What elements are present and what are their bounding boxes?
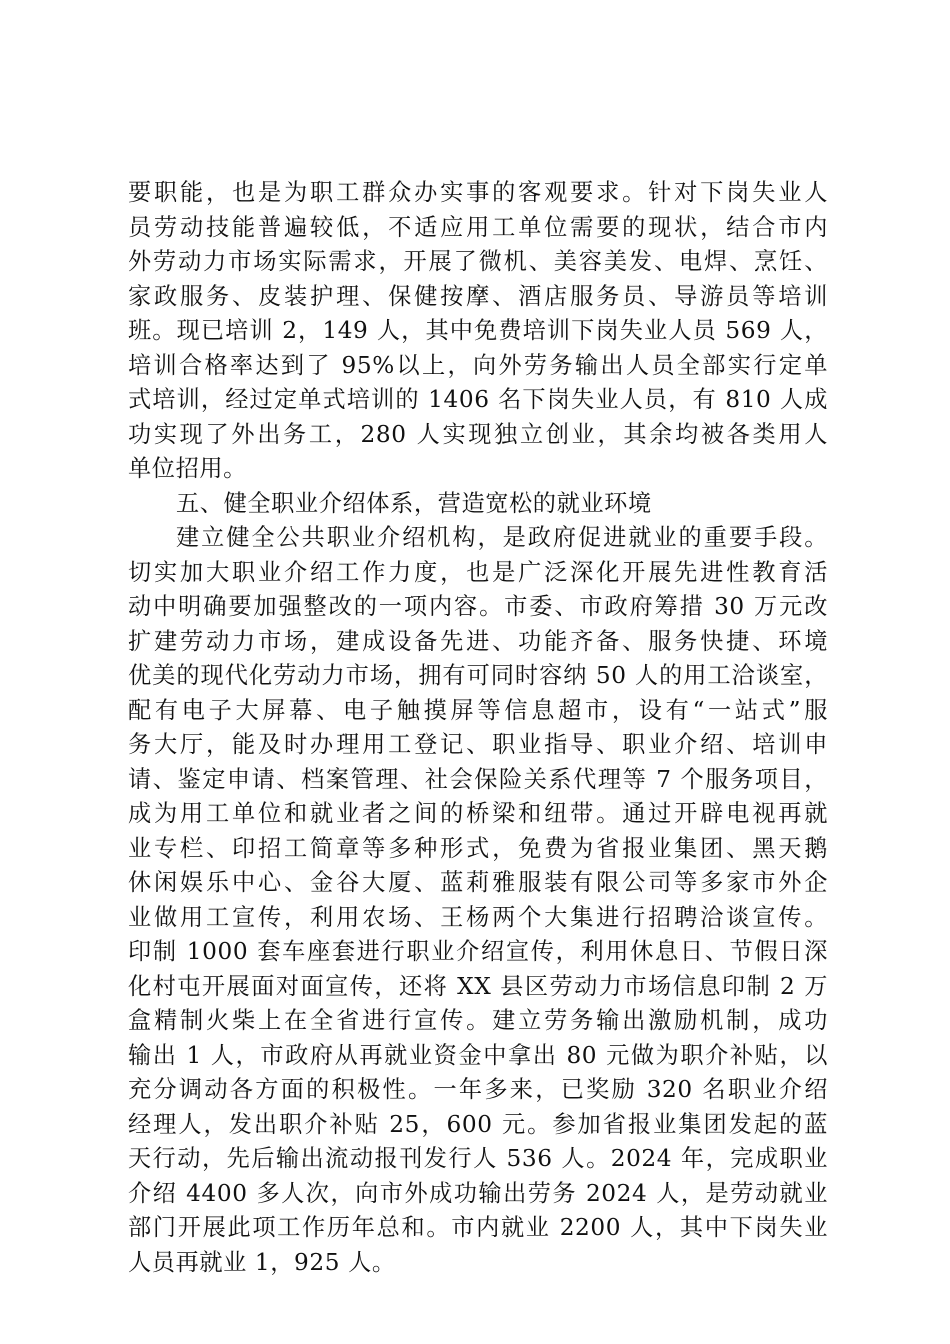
text-line: 优美的现代化劳动力市场，拥有可同时容纳 50 人的用工洽谈室， bbox=[128, 662, 828, 689]
body-text bbox=[128, 176, 828, 1280]
text-line: 部门开展此项工作历年总和。市内就业 2200 人，其中下岗失业 bbox=[128, 1214, 828, 1241]
text-line: 班。现已培训 2，149 人，其中免费培训下岗失业人员 569 人， bbox=[128, 317, 828, 344]
section-heading: 五、健全职业介绍体系，营造宽松的就业环境 bbox=[176, 489, 652, 517]
text-line: 员劳动技能普遍较低，不适应用工单位需要的现状，结合市内 bbox=[128, 213, 828, 241]
text-line: 切实加大职业介绍工作力度，也是广泛深化开展先进性教育活 bbox=[128, 558, 828, 586]
text-line: 务大厅，能及时办理用工登记、职业指导、职业介绍、培训申 bbox=[128, 731, 828, 758]
text-line: 成为用工单位和就业者之间的桥梁和纽带。通过开辟电视再就 bbox=[128, 800, 828, 827]
text-line: 化村屯开展面对面宣传，还将 XX 县区劳动力市场信息印制 2 万 bbox=[128, 972, 828, 1000]
text-line: 业专栏、印招工简章等多种形式，免费为省报业集团、黑天鹅 bbox=[128, 834, 828, 862]
text-line: 印制 1000 套车座套进行职业介绍宣传，利用休息日、节假日深 bbox=[128, 938, 828, 965]
text-line: 业做用工宣传，利用农场、王杨两个大集进行招聘洽谈宣传。 bbox=[128, 903, 828, 931]
text-line: 输出 1 人，市政府从再就业资金中拿出 80 元做为职介补贴，以 bbox=[128, 1041, 828, 1069]
text-line: 家政服务、皮装护理、保健按摩、酒店服务员、导游员等培训 bbox=[128, 282, 828, 310]
text-line: 式培训，经过定单式培训的 1406 名下岗失业人员，有 810 人成 bbox=[128, 386, 828, 413]
text-line: 盒精制火柴上在全省进行宣传。建立劳务输出激励机制，成功 bbox=[128, 1007, 828, 1034]
text-line: 扩建劳动力市场，建成设备先进、功能齐备、服务快捷、环境 bbox=[128, 627, 828, 655]
text-line: 介绍 4400 多人次，向市外成功输出劳务 2024 人，是劳动就业 bbox=[128, 1179, 828, 1207]
text-line: 充分调动各方面的积极性。一年多来，已奖励 320 名职业介绍 bbox=[128, 1076, 828, 1103]
text-line: 培训合格率达到了 95%以上，向外劳务输出人员全部实行定单 bbox=[128, 351, 828, 379]
text-line: 动中明确要加强整改的一项内容。市委、市政府筹措 30 万元改 bbox=[128, 593, 828, 620]
text-line: 请、鉴定申请、档案管理、社会保险关系代理等 7 个服务项目， bbox=[128, 765, 828, 793]
text-line: 人员再就业 1，925 人。 bbox=[128, 1248, 396, 1276]
text-line: 功实现了外出务工，280 人实现独立创业，其余均被各类用人 bbox=[128, 420, 828, 448]
text-line: 经理人，发出职介补贴 25，600 元。参加省报业集团发起的蓝 bbox=[128, 1110, 828, 1138]
text-line: 外劳动力市场实际需求，开展了微机、美容美发、电焊、烹饪、 bbox=[128, 248, 828, 275]
text-line: 天行动，先后输出流动报刊发行人 536 人。2024 年，完成职业 bbox=[128, 1145, 828, 1172]
text-line: 要职能，也是为职工群众办实事的客观要求。针对下岗失业人 bbox=[128, 179, 828, 206]
text-line: 休闲娱乐中心、金谷大厦、蓝莉雅服装有限公司等多家市外企 bbox=[128, 869, 828, 896]
text-line: 配有电子大屏幕、电子触摸屏等信息超市，设有“一站式”服 bbox=[128, 696, 828, 724]
text-line: 单位招用。 bbox=[128, 455, 247, 482]
text-line: 建立健全公共职业介绍机构，是政府促进就业的重要手段。 bbox=[176, 524, 828, 551]
